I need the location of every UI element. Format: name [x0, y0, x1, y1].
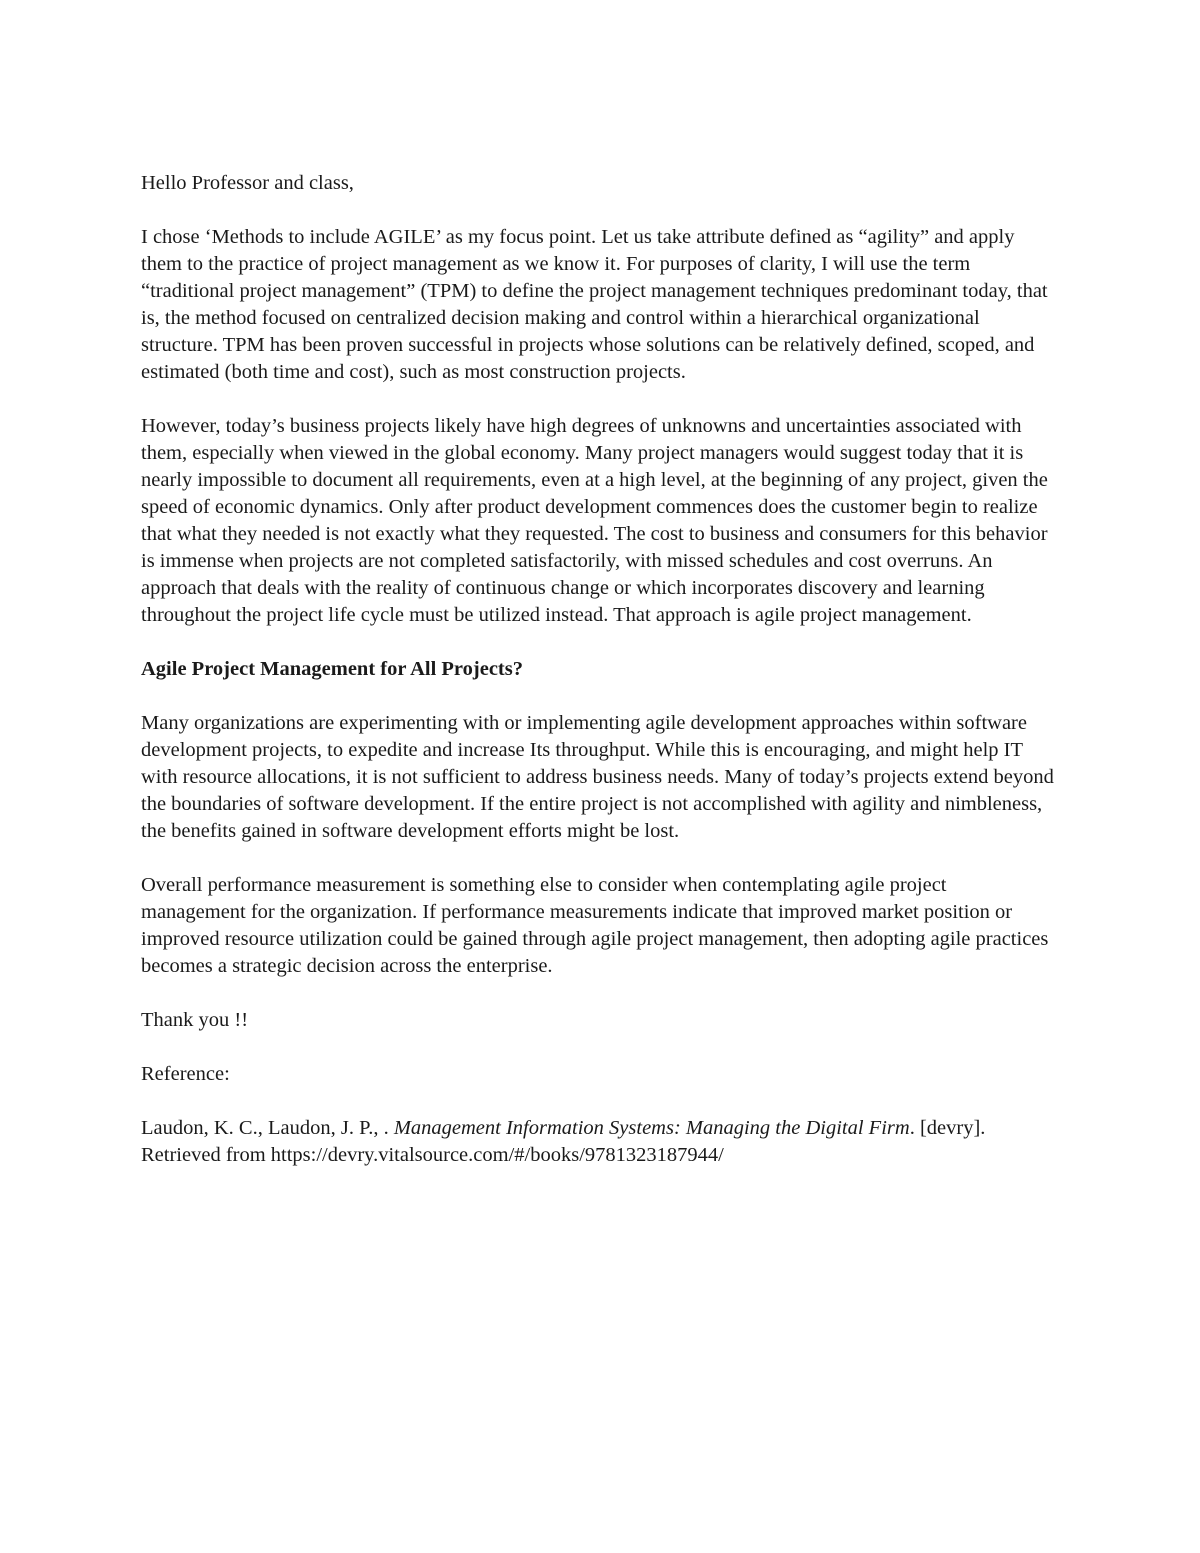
reference-authors: Laudon, K. C., Laudon, J. P., .: [141, 1117, 394, 1139]
greeting: Hello Professor and class,: [141, 172, 354, 194]
paragraph-intro: I chose ‘Methods to include AGILE’ as my focus point. Let us take attribute defined as “agility” and apply them to the practice of project management as we know it. For purposes of clarity, I will use the term “traditional project management” (TPM) to define the project management techniques predominant today, that is, the method focused on centralized decision making and control within a hierarchical organizational structure. TPM has been proven successful in projects whose solutions can be relatively defined, scoped, and estimated (both time and cost), such as most construction projects.: [141, 226, 1048, 383]
paragraph-business-projects: However, today’s business projects likely have high degrees of unknowns and uncertainties associated with them, especially when viewed in the global economy. Many project managers would suggest today that it is nearly impossible to document all requirements, even at a high level, at the beginning of any project, given the speed of economic dynamics. Only after product development commences does the customer begin to realize that what they needed is not exactly what they requested. The cost to business and consumers for this behavior is immense when projects are not completed satisfactorily, with missed schedules and cost overruns. An approach that deals with the reality of continuous change or which incorporates discovery and learning throughout the project life cycle must be utilized instead. That approach is agile project management.: [141, 415, 1048, 626]
reference-entry: [141, 1115, 1056, 1169]
paragraph-performance: Overall performance measurement is something else to consider when contemplating agile project management for the organization. If performance measurements indicate that improved market position or improved resource utilization could be gained through agile project management, then adopting agile practices becomes a strategic decision across the enterprise.: [141, 874, 1049, 977]
reference-source: . [devry]. Retrieved from https://devry.vitalsource.com/#/books/9781323187944/: [141, 1117, 986, 1166]
closing: Thank you !!: [141, 1009, 249, 1031]
paragraph-organizations: Many organizations are experimenting with or implementing agile development approaches within software development projects, to expedite and increase Its throughput. While this is encouraging, and might help IT with resource allocations, it is not sufficient to address business needs. Many of today’s projects extend beyond the boundaries of software development. If the entire project is not accomplished with agility and nimbleness, the benefits gained in software development efforts might be lost.: [141, 712, 1054, 842]
document-body: [141, 170, 1056, 1196]
reference-label: Reference:: [141, 1063, 230, 1085]
section-heading: Agile Project Management for All Projects?: [141, 658, 523, 680]
reference-title: Management Information Systems: Managing the Digital Firm: [393, 1117, 910, 1139]
